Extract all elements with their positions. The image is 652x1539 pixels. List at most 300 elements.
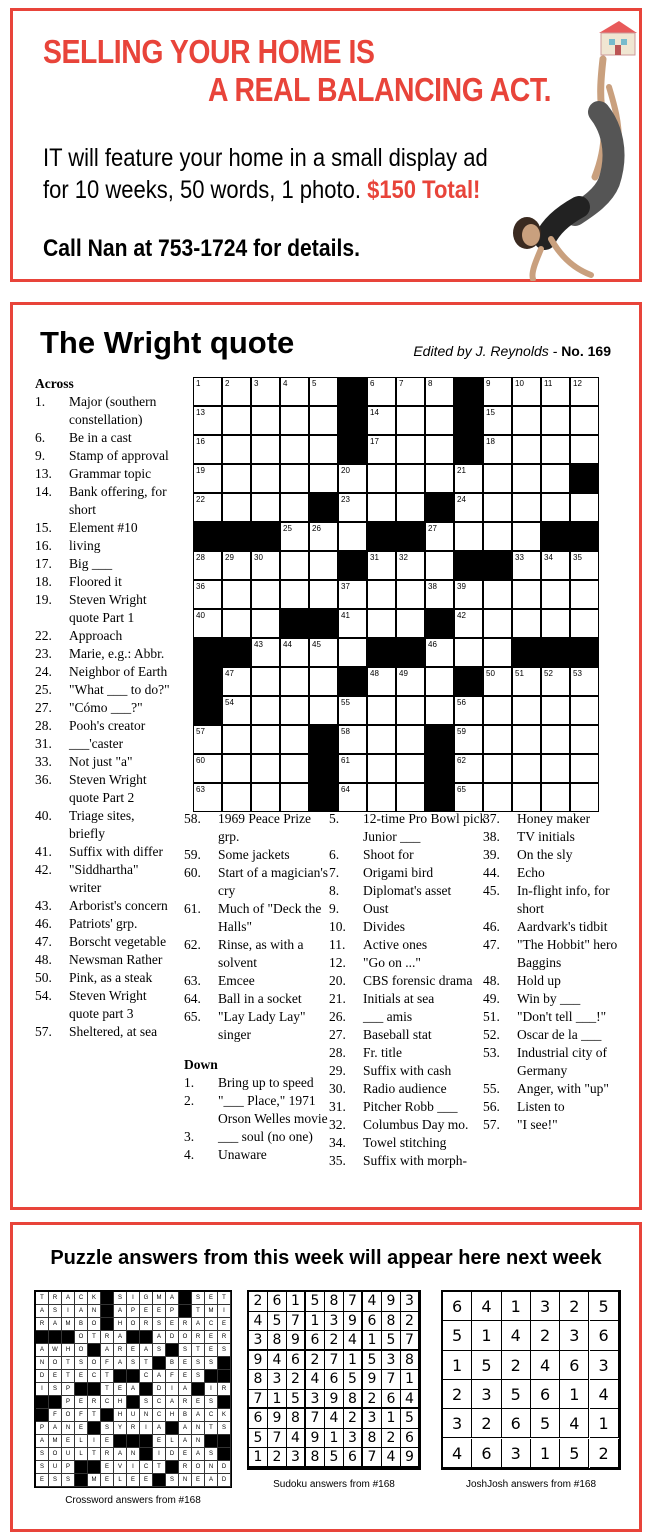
across-clue-list xyxy=(35,393,173,1041)
grid-cell[interactable] xyxy=(512,609,541,638)
clue-text: Pooh's creator xyxy=(69,718,146,733)
grid-cell[interactable] xyxy=(541,667,570,696)
answer-letter: E xyxy=(101,1461,114,1474)
sudoku-digit: 6 xyxy=(287,1351,306,1371)
grid-cell[interactable] xyxy=(251,609,280,638)
grid-cell[interactable] xyxy=(425,551,454,580)
grid-cell[interactable] xyxy=(570,493,599,522)
grid-cell[interactable] xyxy=(251,754,280,783)
answer-letter: F xyxy=(49,1409,62,1422)
cell-number: 8 xyxy=(428,379,433,388)
grid-cell[interactable] xyxy=(280,435,309,464)
grid-cell[interactable] xyxy=(483,406,512,435)
joshjosh-digit: 6 xyxy=(560,1351,589,1380)
answer-letter: R xyxy=(88,1396,101,1409)
grid-cell[interactable] xyxy=(251,580,280,609)
grid-cell[interactable] xyxy=(309,667,338,696)
grid-cell[interactable] xyxy=(512,435,541,464)
grid-cell[interactable] xyxy=(541,435,570,464)
grid-cell[interactable] xyxy=(222,754,251,783)
grid-cell[interactable] xyxy=(570,783,599,812)
grid-cell[interactable] xyxy=(512,696,541,725)
grid-cell[interactable] xyxy=(570,551,599,580)
grid-cell[interactable] xyxy=(396,377,425,406)
grid-cell[interactable] xyxy=(454,725,483,754)
grid-cell[interactable] xyxy=(367,435,396,464)
clue xyxy=(184,864,332,900)
grid-cell[interactable] xyxy=(222,551,251,580)
grid-cell[interactable] xyxy=(280,551,309,580)
grid-cell[interactable] xyxy=(251,667,280,696)
answer-black-square xyxy=(101,1409,114,1422)
sudoku-digit: 2 xyxy=(382,1429,401,1449)
sudoku-digit: 5 xyxy=(382,1331,401,1351)
answer-letter: D xyxy=(153,1383,166,1396)
grid-cell[interactable] xyxy=(483,638,512,667)
grid-cell[interactable] xyxy=(512,754,541,783)
grid-cell[interactable] xyxy=(280,406,309,435)
clue-text: Diplomat's asset xyxy=(363,883,452,898)
sudoku-digit: 8 xyxy=(363,1429,382,1449)
grid-cell[interactable] xyxy=(512,406,541,435)
grid-cell[interactable] xyxy=(193,493,222,522)
grid-cell[interactable] xyxy=(367,406,396,435)
cell-number: 24 xyxy=(457,495,466,504)
answer-letter: E xyxy=(36,1474,49,1487)
cell-number: 18 xyxy=(486,437,495,446)
clue-number: 41. xyxy=(35,844,52,859)
cell-number: 21 xyxy=(457,466,466,475)
clue xyxy=(35,537,173,555)
joshjosh-digit: 3 xyxy=(560,1321,589,1350)
grid-cell[interactable] xyxy=(425,435,454,464)
grid-cell[interactable] xyxy=(541,493,570,522)
answer-black-square xyxy=(36,1396,49,1409)
answer-letter: W xyxy=(49,1344,62,1357)
grid-cell[interactable] xyxy=(570,754,599,783)
grid-cell[interactable] xyxy=(367,667,396,696)
clue-text: Towel stitching xyxy=(363,1135,447,1150)
grid-cell[interactable] xyxy=(512,493,541,522)
grid-cell[interactable] xyxy=(367,754,396,783)
grid-cell[interactable] xyxy=(193,377,222,406)
answer-letter: H xyxy=(114,1318,127,1331)
grid-cell[interactable] xyxy=(570,609,599,638)
grid-cell[interactable] xyxy=(367,377,396,406)
grid-cell[interactable] xyxy=(251,493,280,522)
grid-cell[interactable] xyxy=(483,580,512,609)
grid-cell[interactable] xyxy=(512,783,541,812)
grid-cell[interactable] xyxy=(512,580,541,609)
grid-cell[interactable] xyxy=(367,725,396,754)
grid-cell[interactable] xyxy=(367,580,396,609)
grid-cell[interactable] xyxy=(338,493,367,522)
sudoku-digit: 4 xyxy=(363,1292,382,1312)
grid-cell[interactable] xyxy=(251,406,280,435)
clue-text: "What ___ to do?" xyxy=(69,682,170,697)
grid-cell[interactable] xyxy=(483,377,512,406)
black-square xyxy=(280,609,309,638)
grid-cell[interactable] xyxy=(280,638,309,667)
answer-letter: T xyxy=(62,1357,75,1370)
grid-cell[interactable] xyxy=(396,725,425,754)
grid-cell[interactable] xyxy=(396,696,425,725)
grid-cell[interactable] xyxy=(454,493,483,522)
grid-cell[interactable] xyxy=(222,696,251,725)
joshjosh-digit: 5 xyxy=(443,1321,472,1350)
grid-cell[interactable] xyxy=(338,464,367,493)
grid-cell[interactable] xyxy=(512,725,541,754)
ad-price: $150 Total! xyxy=(367,176,481,204)
sudoku-digit: 9 xyxy=(268,1409,287,1429)
sudoku-digit: 8 xyxy=(382,1312,401,1332)
grid-cell[interactable] xyxy=(338,725,367,754)
answer-letter: A xyxy=(192,1448,205,1461)
answer-letter: R xyxy=(218,1331,231,1344)
grid-cell[interactable] xyxy=(483,609,512,638)
cell-number: 59 xyxy=(457,727,466,736)
clue-number: 57. xyxy=(35,1024,52,1039)
grid-cell[interactable] xyxy=(309,406,338,435)
clue-text: living xyxy=(69,538,101,553)
grid-cell[interactable] xyxy=(454,696,483,725)
joshjosh-digit: 2 xyxy=(472,1409,501,1438)
grid-cell[interactable] xyxy=(222,609,251,638)
cell-number: 58 xyxy=(341,727,350,736)
grid-cell[interactable] xyxy=(280,667,309,696)
grid-cell[interactable] xyxy=(512,464,541,493)
grid-cell[interactable] xyxy=(396,551,425,580)
answer-letter: G xyxy=(140,1292,153,1305)
answer-letter: D xyxy=(218,1461,231,1474)
clue-text: Pink, as a steak xyxy=(69,970,153,985)
black-square xyxy=(309,754,338,783)
answer-letter: M xyxy=(49,1435,62,1448)
grid-cell[interactable] xyxy=(425,580,454,609)
answer-black-square xyxy=(205,1435,218,1448)
grid-cell[interactable] xyxy=(425,696,454,725)
clue-number: 20. xyxy=(329,973,346,988)
grid-cell[interactable] xyxy=(222,667,251,696)
grid-cell[interactable] xyxy=(512,522,541,551)
grid-cell[interactable] xyxy=(193,435,222,464)
grid-cell[interactable] xyxy=(425,667,454,696)
clue-text: Oscar de la ___ xyxy=(517,1027,602,1042)
black-square xyxy=(338,435,367,464)
clue xyxy=(35,645,173,663)
grid-cell[interactable] xyxy=(425,464,454,493)
grid-cell[interactable] xyxy=(454,580,483,609)
grid-cell[interactable] xyxy=(222,377,251,406)
grid-cell[interactable] xyxy=(251,464,280,493)
grid-cell[interactable] xyxy=(251,551,280,580)
answer-letter: R xyxy=(127,1422,140,1435)
grid-cell[interactable] xyxy=(454,638,483,667)
grid-cell[interactable] xyxy=(280,493,309,522)
grid-cell[interactable] xyxy=(251,435,280,464)
grid-cell[interactable] xyxy=(483,493,512,522)
clue xyxy=(184,810,332,846)
grid-cell[interactable] xyxy=(512,377,541,406)
clue-number: 42. xyxy=(35,862,52,877)
grid-cell[interactable] xyxy=(396,464,425,493)
grid-cell[interactable] xyxy=(222,580,251,609)
grid-cell[interactable] xyxy=(251,696,280,725)
grid-cell[interactable] xyxy=(222,783,251,812)
grid-cell[interactable] xyxy=(483,464,512,493)
clue-text: Sheltered, at sea xyxy=(69,1024,158,1039)
grid-cell[interactable] xyxy=(483,754,512,783)
answer-letter: E xyxy=(179,1448,192,1461)
grid-cell[interactable] xyxy=(280,580,309,609)
clue-number: 9. xyxy=(329,901,340,916)
grid-cell[interactable] xyxy=(396,406,425,435)
grid-cell[interactable] xyxy=(280,754,309,783)
grid-cell[interactable] xyxy=(367,696,396,725)
answer-letter: H xyxy=(62,1344,75,1357)
joshjosh-digit: 3 xyxy=(590,1351,619,1380)
grid-cell[interactable] xyxy=(309,580,338,609)
grid-cell[interactable] xyxy=(338,580,367,609)
grid-cell[interactable] xyxy=(512,551,541,580)
clue-number: 59. xyxy=(184,847,201,862)
grid-cell[interactable] xyxy=(193,783,222,812)
grid-cell[interactable] xyxy=(541,609,570,638)
answer-black-square xyxy=(36,1409,49,1422)
grid-cell[interactable] xyxy=(367,464,396,493)
house-icon xyxy=(599,21,637,55)
answer-letter: E xyxy=(153,1435,166,1448)
grid-cell[interactable] xyxy=(193,551,222,580)
grid-cell[interactable] xyxy=(251,783,280,812)
grid-cell[interactable] xyxy=(309,435,338,464)
grid-cell[interactable] xyxy=(193,754,222,783)
clue xyxy=(184,1092,332,1128)
grid-cell[interactable] xyxy=(251,377,280,406)
clue-number: 58. xyxy=(184,811,201,826)
grid-cell[interactable] xyxy=(222,464,251,493)
grid-cell[interactable] xyxy=(454,464,483,493)
grid-cell[interactable] xyxy=(309,551,338,580)
grid-cell[interactable] xyxy=(483,667,512,696)
cell-number: 23 xyxy=(341,495,350,504)
grid-cell[interactable] xyxy=(396,493,425,522)
clue xyxy=(184,990,332,1008)
answer-black-square xyxy=(140,1448,153,1461)
grid-cell[interactable] xyxy=(309,522,338,551)
grid-cell[interactable] xyxy=(483,725,512,754)
grid-cell[interactable] xyxy=(338,754,367,783)
grid-cell[interactable] xyxy=(541,551,570,580)
grid-cell[interactable] xyxy=(425,522,454,551)
grid-cell[interactable] xyxy=(483,435,512,464)
joshjosh-answers-caption: JoshJosh answers from #168 xyxy=(465,1479,597,1490)
grid-cell[interactable] xyxy=(338,638,367,667)
clue-text: Origami bird xyxy=(363,865,434,880)
answer-letter: P xyxy=(166,1305,179,1318)
grid-cell[interactable] xyxy=(251,725,280,754)
grid-cell[interactable] xyxy=(570,696,599,725)
black-square xyxy=(251,522,280,551)
grid-cell[interactable] xyxy=(338,783,367,812)
grid-cell[interactable] xyxy=(483,522,512,551)
clue-number: 46. xyxy=(483,919,500,934)
grid-cell[interactable] xyxy=(367,493,396,522)
black-square xyxy=(309,725,338,754)
grid-cell[interactable] xyxy=(367,609,396,638)
clue-number: 47. xyxy=(483,937,500,952)
answer-letter: T xyxy=(140,1357,153,1370)
grid-cell[interactable] xyxy=(570,406,599,435)
clue-text: Element #10 xyxy=(69,520,138,535)
answer-black-square xyxy=(140,1331,153,1344)
grid-cell[interactable] xyxy=(425,638,454,667)
grid-cell[interactable] xyxy=(280,696,309,725)
answer-letter: U xyxy=(62,1448,75,1461)
grid-cell[interactable] xyxy=(396,435,425,464)
grid-cell[interactable] xyxy=(222,406,251,435)
grid-cell[interactable] xyxy=(541,754,570,783)
answer-letter: S xyxy=(192,1292,205,1305)
answer-black-square xyxy=(218,1435,231,1448)
clue-number: 55. xyxy=(483,1081,500,1096)
answer-black-square xyxy=(192,1383,205,1396)
grid-cell[interactable] xyxy=(396,783,425,812)
black-square xyxy=(193,667,222,696)
grid-cell[interactable] xyxy=(396,667,425,696)
grid-cell[interactable] xyxy=(338,522,367,551)
black-square xyxy=(483,551,512,580)
answer-letter: R xyxy=(36,1318,49,1331)
grid-cell[interactable] xyxy=(483,696,512,725)
grid-cell[interactable] xyxy=(222,435,251,464)
clue xyxy=(35,717,173,735)
grid-cell[interactable] xyxy=(367,551,396,580)
clue-text: Patriots' grp. xyxy=(69,916,138,931)
grid-cell[interactable] xyxy=(309,377,338,406)
grid-cell[interactable] xyxy=(280,783,309,812)
grid-cell[interactable] xyxy=(396,580,425,609)
crossword-grid[interactable] xyxy=(193,377,599,812)
grid-cell[interactable] xyxy=(454,754,483,783)
grid-cell[interactable] xyxy=(483,783,512,812)
grid-cell[interactable] xyxy=(541,464,570,493)
grid-cell[interactable] xyxy=(367,783,396,812)
clue xyxy=(483,828,633,846)
grid-cell[interactable] xyxy=(425,377,454,406)
answer-letter: A xyxy=(49,1422,62,1435)
answer-letter: E xyxy=(114,1383,127,1396)
clues-column-2 xyxy=(184,810,332,1164)
grid-cell[interactable] xyxy=(541,783,570,812)
cell-number: 51 xyxy=(515,669,524,678)
joshjosh-digit: 3 xyxy=(472,1380,501,1409)
answer-letter: I xyxy=(88,1435,101,1448)
grid-cell[interactable] xyxy=(309,464,338,493)
grid-cell[interactable] xyxy=(396,609,425,638)
clue xyxy=(35,843,173,861)
grid-cell[interactable] xyxy=(222,725,251,754)
grid-cell[interactable] xyxy=(541,696,570,725)
grid-cell[interactable] xyxy=(454,783,483,812)
clue xyxy=(329,1026,487,1044)
grid-cell[interactable] xyxy=(396,754,425,783)
grid-cell[interactable] xyxy=(193,609,222,638)
cell-number: 14 xyxy=(370,408,379,417)
grid-cell[interactable] xyxy=(251,638,280,667)
grid-cell[interactable] xyxy=(570,580,599,609)
grid-cell[interactable] xyxy=(280,522,309,551)
grid-cell[interactable] xyxy=(193,406,222,435)
grid-cell[interactable] xyxy=(541,580,570,609)
grid-cell[interactable] xyxy=(570,725,599,754)
black-square xyxy=(396,522,425,551)
grid-cell[interactable] xyxy=(280,725,309,754)
clue-text: "Cómo ___?" xyxy=(69,700,143,715)
clue-number: 6. xyxy=(329,847,340,862)
black-square xyxy=(570,638,599,667)
grid-cell[interactable] xyxy=(193,580,222,609)
grid-cell[interactable] xyxy=(454,522,483,551)
grid-cell[interactable] xyxy=(338,696,367,725)
grid-cell[interactable] xyxy=(193,725,222,754)
grid-cell[interactable] xyxy=(454,609,483,638)
answer-black-square xyxy=(218,1357,231,1370)
answer-letter: O xyxy=(62,1409,75,1422)
cell-number: 50 xyxy=(486,669,495,678)
answer-letter: N xyxy=(179,1474,192,1487)
grid-cell[interactable] xyxy=(570,377,599,406)
answer-letter: O xyxy=(127,1318,140,1331)
grid-cell[interactable] xyxy=(425,406,454,435)
clues-column-1 xyxy=(35,375,173,1041)
clue-text: ___'caster xyxy=(69,736,124,751)
clue-text: Floored it xyxy=(69,574,122,589)
black-square xyxy=(338,406,367,435)
grid-cell[interactable] xyxy=(309,638,338,667)
grid-cell[interactable] xyxy=(570,667,599,696)
clue-number: 25. xyxy=(35,682,52,697)
answer-black-square xyxy=(88,1422,101,1435)
grid-cell[interactable] xyxy=(338,609,367,638)
grid-cell[interactable] xyxy=(280,377,309,406)
puzzle-number: No. 169 xyxy=(561,343,611,359)
answers-heading: Puzzle answers from this week will appear here next week xyxy=(50,1247,602,1269)
clue-text: Oust xyxy=(363,901,389,916)
grid-cell[interactable] xyxy=(541,377,570,406)
clue-text: "The Hobbit" hero Baggins xyxy=(517,937,618,970)
grid-cell[interactable] xyxy=(309,696,338,725)
grid-cell[interactable] xyxy=(193,464,222,493)
sudoku-digit: 8 xyxy=(268,1331,287,1351)
joshjosh-digit: 1 xyxy=(472,1321,501,1350)
crossword-answer-grid xyxy=(34,1290,232,1488)
grid-cell[interactable] xyxy=(541,406,570,435)
grid-cell[interactable] xyxy=(570,435,599,464)
answer-letter: E xyxy=(205,1344,218,1357)
grid-cell[interactable] xyxy=(512,667,541,696)
black-square xyxy=(193,638,222,667)
grid-cell[interactable] xyxy=(541,725,570,754)
answer-letter: R xyxy=(114,1344,127,1357)
answer-black-square xyxy=(75,1461,88,1474)
grid-cell[interactable] xyxy=(222,493,251,522)
clue-number: 5. xyxy=(329,811,340,826)
answer-letter: A xyxy=(153,1331,166,1344)
grid-cell[interactable] xyxy=(280,464,309,493)
answer-letter: A xyxy=(192,1318,205,1331)
answer-letter: S xyxy=(101,1422,114,1435)
